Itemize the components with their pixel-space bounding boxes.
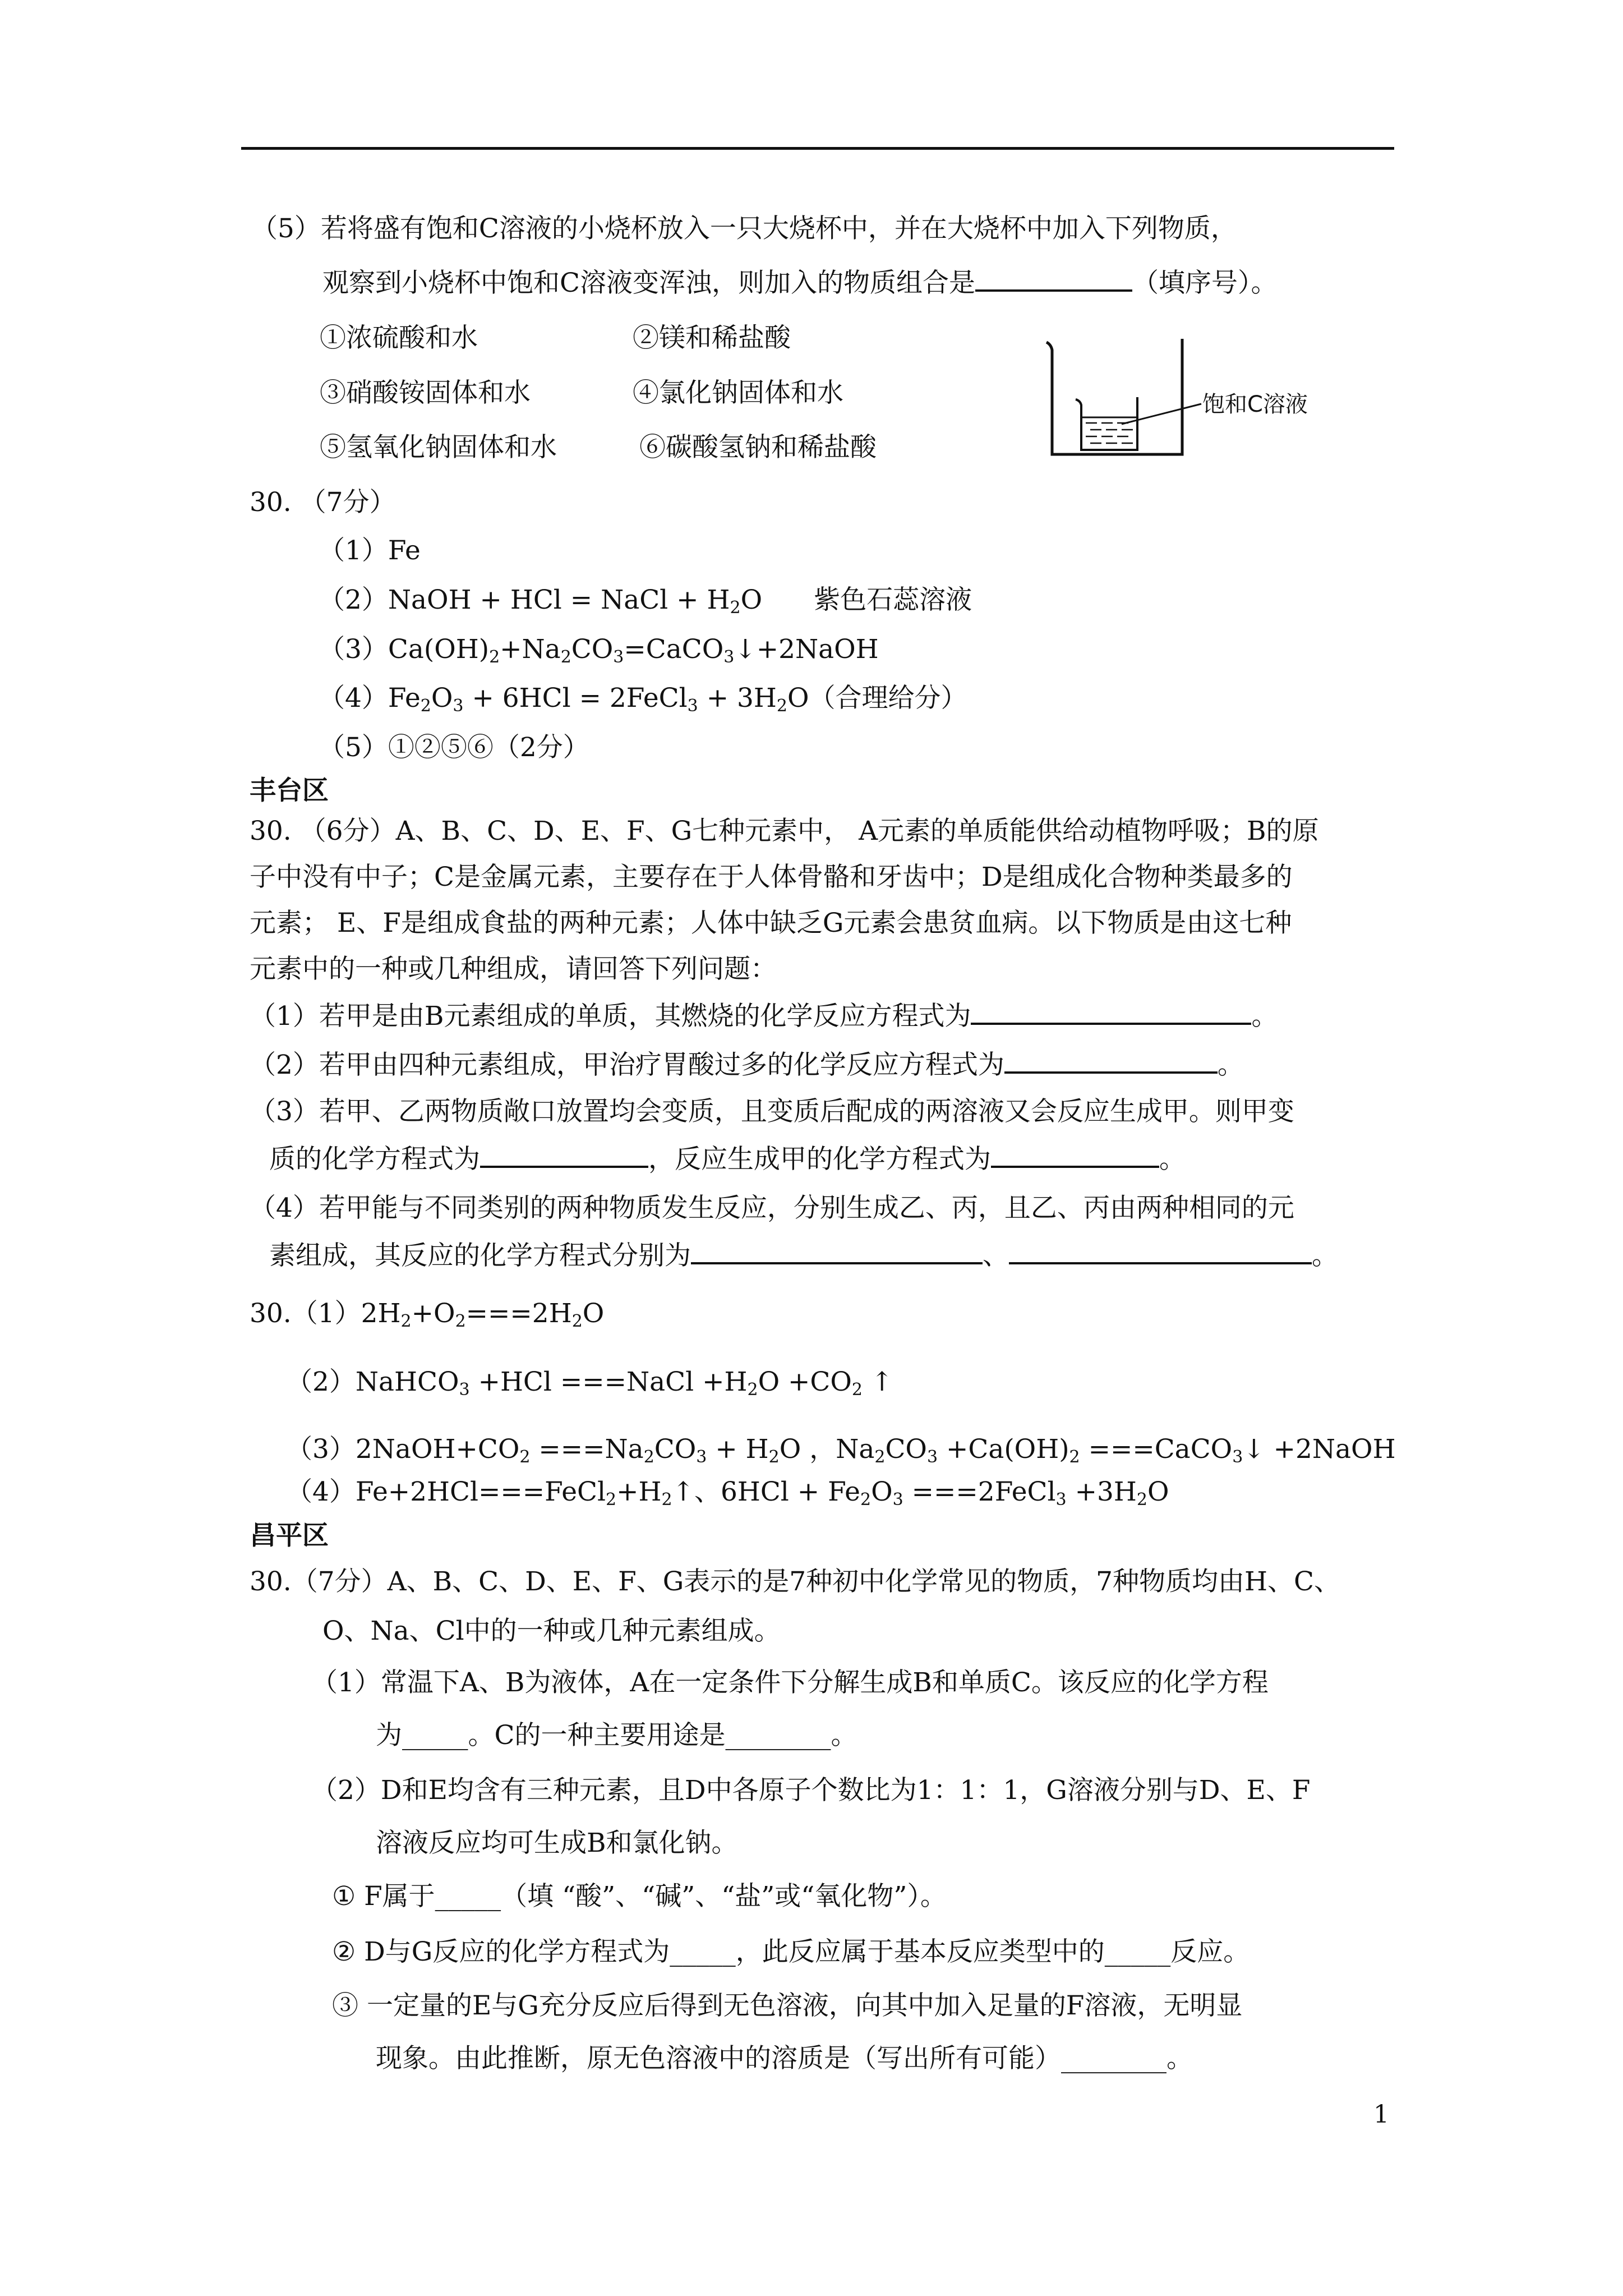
option-1: ①浓硫酸和水 xyxy=(320,323,478,353)
fengtai-subq-1: （1）若甲是由B元素组成的单质，其燃烧的化学反应方程式为 。 xyxy=(250,999,1278,1033)
solution-hatching xyxy=(1086,423,1133,443)
fengtai-question-line: 30. （6分）A、B、C、D、E、F、G七种元素中， A元素的单质能供给动植物呼吸；B的原 xyxy=(250,816,1319,846)
answer-blank xyxy=(991,1142,1159,1168)
answer30-line3: $(3)Ca(OH)_2+Na_2CO_3=CaCO_3↓+2NaOH$ xyxy=(319,634,879,667)
changping-subq-2-item3-line2: 现象。由此推断，原无色溶液中的溶质是（写出所有可能）________。 xyxy=(376,2043,1193,2074)
fengtai-answer-4: $(4)Fe+2HCl===FeCl_2+H_2↑$、$6HCl + Fe_2O_3$ ===2FeCl$_3$ $+3H_2O$ xyxy=(286,1476,1169,1510)
fengtai-subq-3-line1: （3）若甲、乙两物质敞口放置均会变质，且变质后配成的两溶液又会反应生成甲。则甲变 xyxy=(250,1096,1294,1127)
option-5: ⑤氢氧化钠固体和水 xyxy=(320,432,557,463)
section-heading-fengtai: 丰台区 xyxy=(250,775,329,806)
fengtai-answer-3: $(3)2NaOH+CO_2 ===Na_2CO_3 + H_2O$ ，$Na_2CO_3 +Ca(OH)_2$ ===CaCO$_3$↓ +2NaOH xyxy=(286,1434,1396,1467)
changping-subq-2-item1: ① F属于_____（填 “酸”、“碱”、“盐”或“氧化物”）。 xyxy=(332,1881,947,1912)
beaker-diagram xyxy=(1043,330,1346,459)
answer30-line4: $(4)Fe_2O_3 + 6HCl$ = 2FeCl$_3$ + $3H_2O$（合理给分） xyxy=(319,683,967,716)
answer30-line5: （5）①②⑤⑥（2分） xyxy=(319,732,589,763)
answer-blank xyxy=(971,999,1251,1025)
changping-subq-2-item2: ② D与G反应的化学方程式为_____，此反应属于基本反应类型中的_____反应。 xyxy=(332,1936,1250,1967)
changping-question-line: 30.（7分）A、B、C、D、E、F、G表示的是7种初中化学常见的物质，7种物质均由H、C、 xyxy=(250,1566,1340,1597)
option-4: ④氯化钠固体和水 xyxy=(633,378,843,408)
answer-blank xyxy=(480,1142,648,1168)
page-number: 1 xyxy=(1373,2100,1389,2129)
fengtai-answer-1: $30.(1)2H_2+O_2===2H_2O$ xyxy=(250,1298,605,1331)
q5-intro-line2: 观察到小烧杯中饱和C溶液变浑浊，则加入的物质组合是 （填序号）。 xyxy=(322,266,1277,300)
option-2: ②镁和稀盐酸 xyxy=(633,323,791,353)
changping-subq-2-line1: （2）D和E均含有三种元素，且D中各原子个数比为1：1：1，G溶液分别与D、E、F xyxy=(311,1775,1311,1806)
fengtai-question-line: 子中没有中子；C是金属元素，主要存在于人体骨骼和牙齿中；D是组成化合物种类最多的 xyxy=(250,862,1293,892)
header-rule xyxy=(241,147,1394,150)
answer-blank xyxy=(975,266,1132,292)
fengtai-question-line: 元素中的一种或几种组成，请回答下列问题： xyxy=(250,954,777,984)
changping-subq-1-line1: （1）常温下A、B为液体，A在一定条件下分解生成B和单质C。该反应的化学方程 xyxy=(311,1667,1269,1698)
fengtai-subq-4-line2: 素组成，其反应的化学方程式分别为 、 。 xyxy=(269,1239,1338,1273)
changping-question-line: O、Na、Cl中的一种或几种元素组成。 xyxy=(322,1616,781,1646)
answer-blank xyxy=(1009,1239,1312,1264)
option-6: ⑥碳酸氢钠和稀盐酸 xyxy=(639,432,877,463)
fengtai-subq-3-line2: 质的化学方程式为 ，反应生成甲的化学方程式为 。 xyxy=(269,1142,1186,1176)
fengtai-question-line: 元素； E、F是组成食盐的两种元素；人体中缺乏G元素会患贫血病。以下物质是由这七种 xyxy=(250,908,1292,938)
fengtai-subq-2: （2）若甲由四种元素组成，甲治疗胃酸过多的化学反应方程式为 。 xyxy=(250,1048,1244,1082)
changping-subq-1-line2: 为_____。C的一种主要用途是________。 xyxy=(376,1720,857,1751)
fengtai-answer-2: （2）NaHCO$_3$ +HCl ===NaCl $+H_2O +CO_2$ ↑ xyxy=(286,1366,893,1400)
option-3: ③硝酸铵固体和水 xyxy=(320,378,531,408)
answer30-line2: （2）NaOH + HCl = NaCl + $H_2O$ 紫色石蕊溶液 xyxy=(319,585,972,618)
answer30-head: 30. （7分） xyxy=(250,487,396,518)
changping-subq-2-item3-line1: ③ 一定量的E与G充分反应后得到无色溶液，向其中加入足量的F溶液，无明显 xyxy=(332,1990,1243,2021)
q5-intro-line1: （5）若将盛有饱和C溶液的小烧杯放入一只大烧杯中，并在大烧杯中加入下列物质， xyxy=(251,213,1237,244)
beaker-label: 饱和C溶液 xyxy=(1202,392,1308,417)
changping-subq-2-line2: 溶液反应均可生成B和氯化钠。 xyxy=(376,1828,738,1858)
large-beaker xyxy=(1046,339,1182,454)
answer30-line1: （1）Fe xyxy=(319,535,421,566)
section-heading-changping: 昌平区 xyxy=(250,1520,329,1551)
fengtai-subq-4-line1: （4）若甲能与不同类别的两种物质发生反应，分别生成乙、丙，且乙、丙由两种相同的元 xyxy=(250,1193,1294,1223)
answer-blank xyxy=(1004,1048,1218,1074)
label-leader-line xyxy=(1122,404,1201,424)
answer-blank xyxy=(691,1239,983,1264)
